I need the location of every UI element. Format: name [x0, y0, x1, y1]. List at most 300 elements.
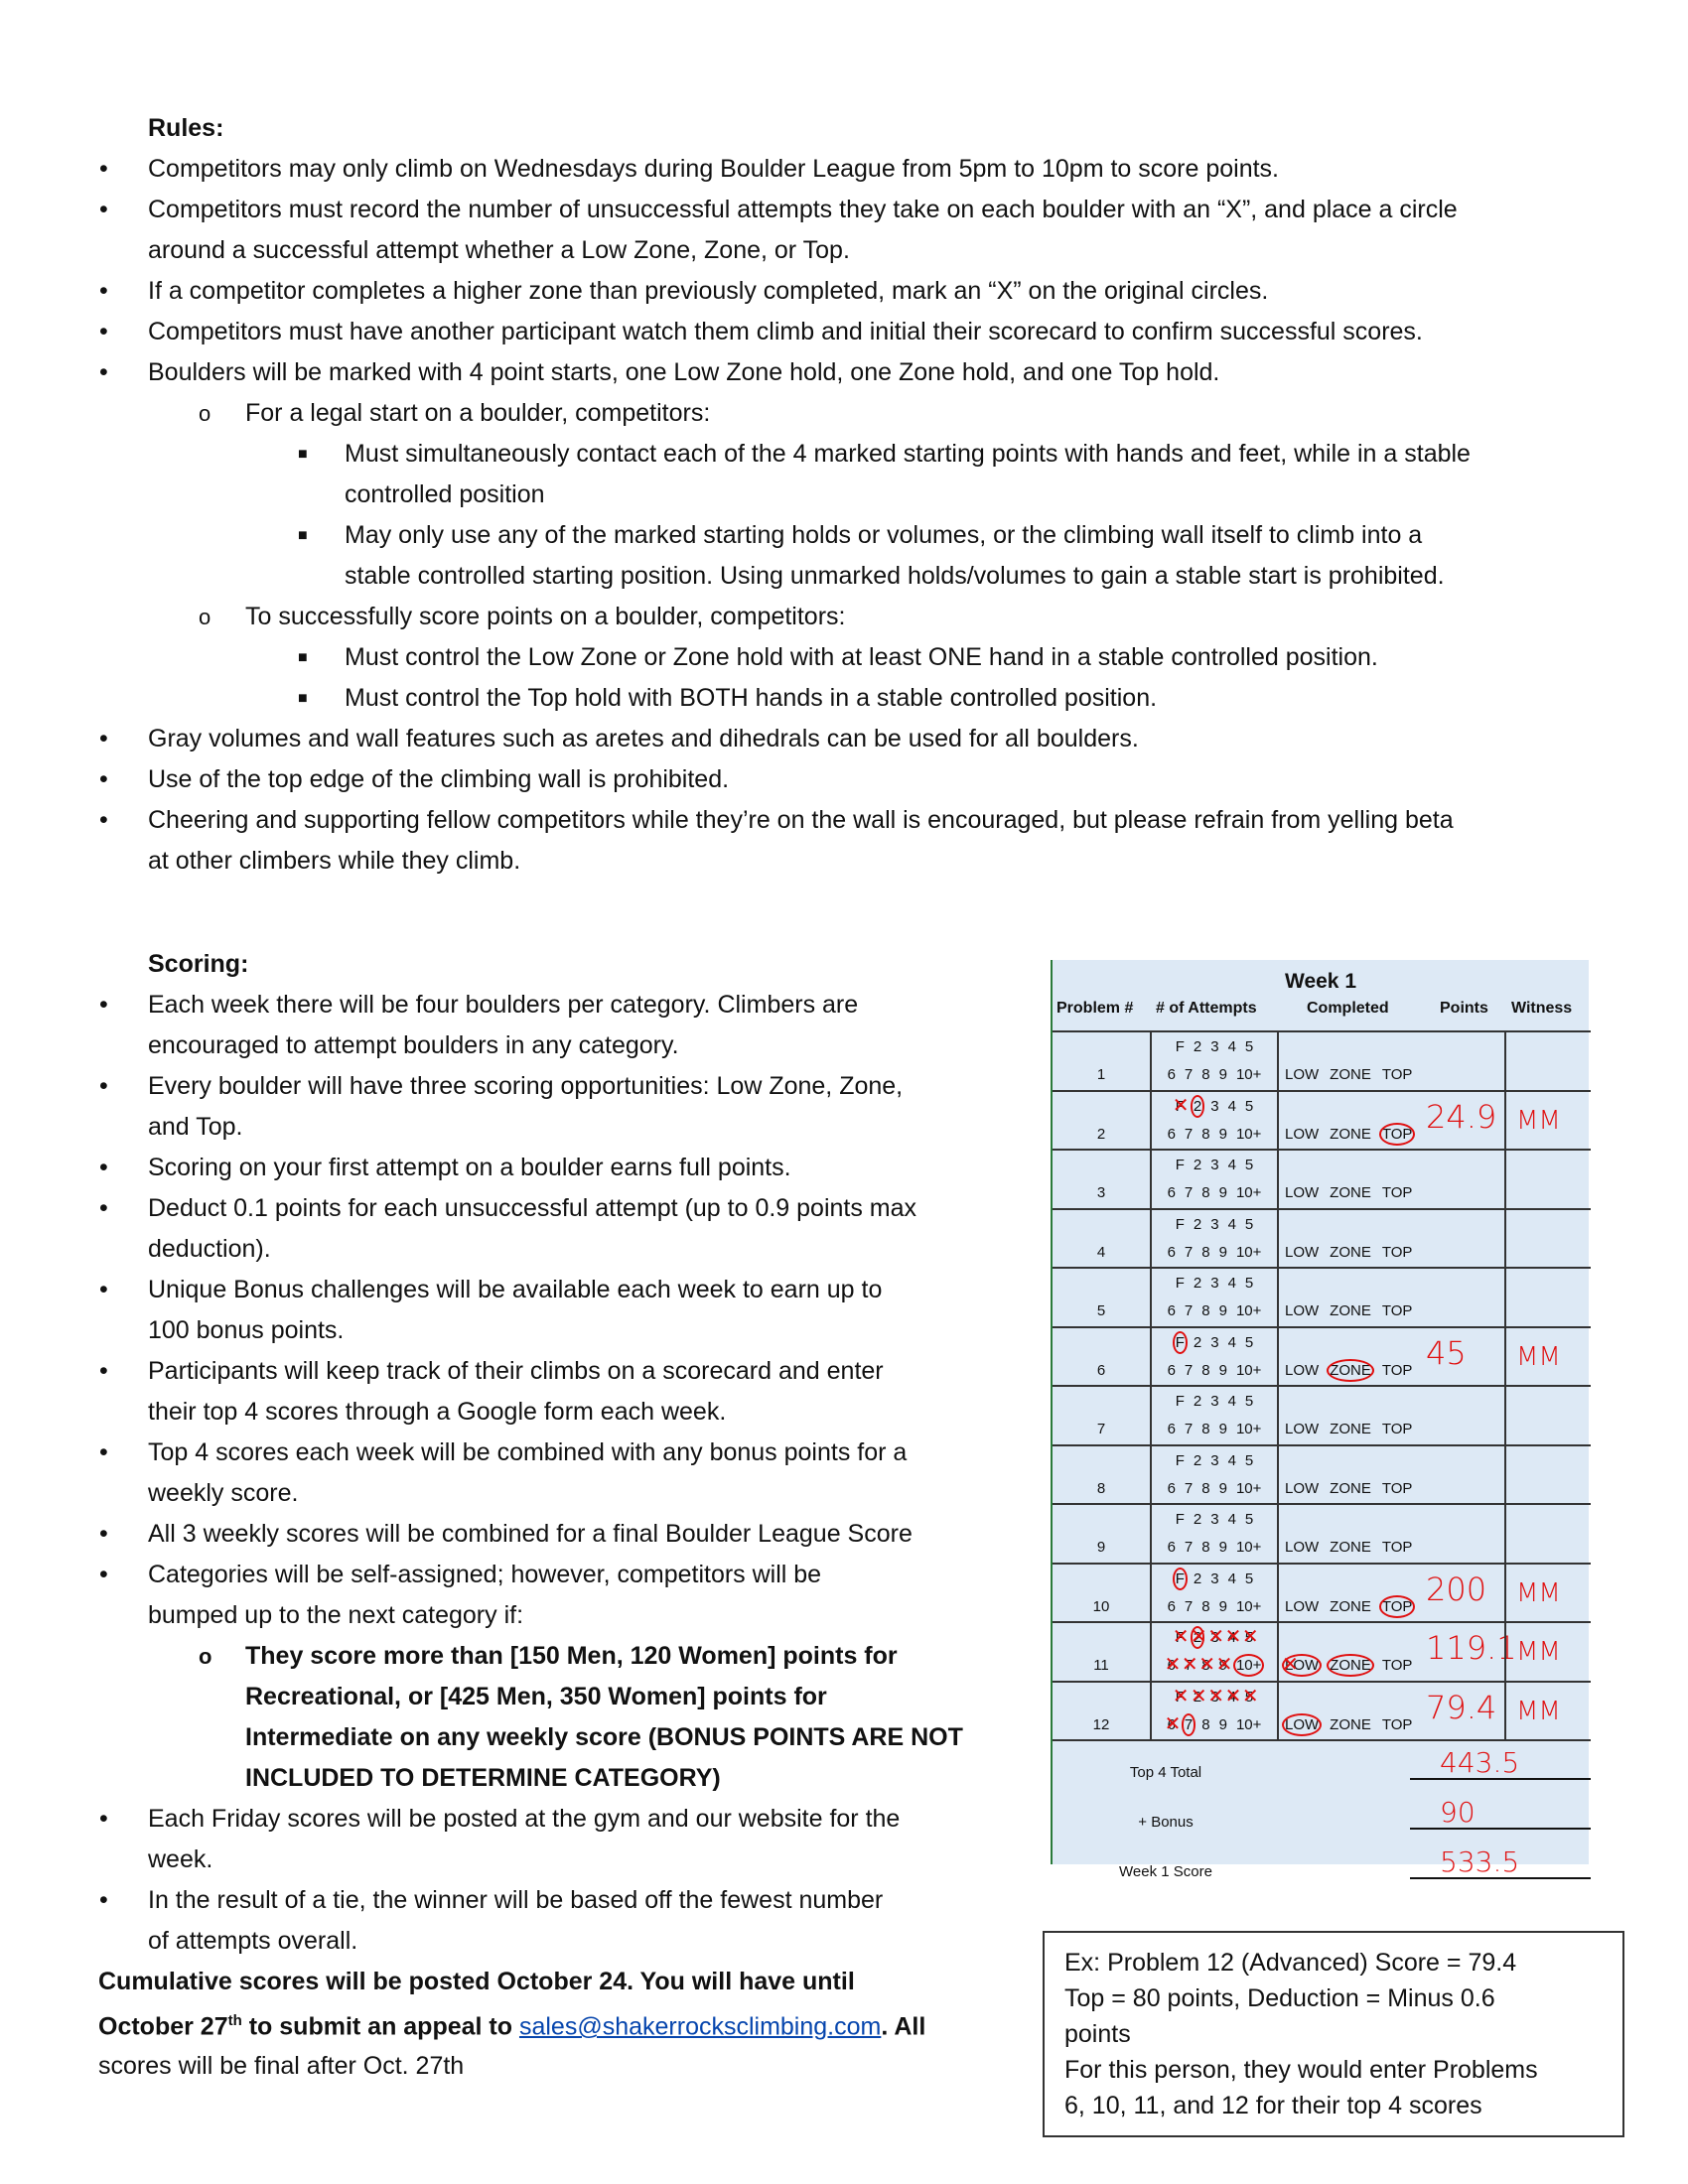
list-item — [0, 515, 1638, 556]
attempt-mark: 4 ✕ — [1228, 1689, 1236, 1706]
attempt-mark: 4 — [1227, 1393, 1236, 1410]
attempt-mark: 4 — [1227, 1157, 1236, 1173]
bullet-icon: • — [99, 1357, 108, 1385]
attempt-mark: 9 — [1218, 1421, 1227, 1437]
attempt-mark: 3 — [1210, 1157, 1219, 1173]
list-item-text: Competitors must record the number of unsuccessful attempts they take on each boulder with an “X”, and place a circle — [148, 196, 1458, 223]
appeal-date-suffix: th — [227, 2012, 242, 2029]
completed-levels — [1285, 1421, 1412, 1437]
list-item-text: Competitors must have another participant watch them climb and initial their scorecard to confirm successful scores. — [148, 318, 1423, 345]
attempt-mark: F — [1175, 1511, 1185, 1528]
bullet-icon: • — [99, 725, 108, 752]
list-item-text: Participants will keep track of their climbs on a scorecard and enter — [148, 1357, 884, 1385]
level-zone: ZONE — [1330, 1479, 1371, 1497]
attempt-mark: 5 — [1244, 1393, 1254, 1410]
list-item — [0, 1636, 1013, 1677]
attempt-mark: 8 — [1201, 1125, 1210, 1143]
attempt-mark: 4 ✕ — [1228, 1629, 1236, 1646]
attempts-line — [1152, 1570, 1277, 1587]
level-zone: ZONE — [1330, 1066, 1371, 1083]
list-item-text: All 3 weekly scores will be combined for a final Boulder League Score — [148, 1520, 913, 1548]
attempt-mark: 8 — [1201, 1302, 1210, 1319]
appeal-note — [98, 1962, 1052, 2086]
witness-initials: MM — [1516, 1637, 1561, 1667]
attempts-cell — [1150, 1565, 1279, 1622]
list-item — [0, 1433, 1013, 1473]
attempt-mark: 8 — [1201, 1243, 1210, 1261]
witness-cell — [1504, 1683, 1591, 1740]
witness-cell — [1504, 1387, 1591, 1444]
bullet-icon: ■ — [298, 690, 308, 707]
level-zone: ZONE — [1330, 1597, 1371, 1615]
attempts-line — [1152, 1689, 1277, 1706]
attempts-cell — [1150, 1446, 1279, 1504]
attempt-mark: 6 — [1167, 1125, 1176, 1143]
attempts-line — [1152, 1657, 1277, 1674]
table-bottom-border — [1053, 1739, 1591, 1741]
attempt-mark: 10+ — [1235, 1715, 1262, 1733]
attempt-mark: 7 — [1184, 1479, 1194, 1497]
level-top: TOP — [1381, 1184, 1413, 1201]
bullet-icon: • — [99, 1438, 108, 1466]
attempt-mark: F ✕ — [1176, 1689, 1185, 1706]
attempt-mark: 7 — [1184, 1421, 1194, 1437]
attempt-mark: 8 — [1201, 1066, 1210, 1083]
attempt-mark: 4 — [1227, 1511, 1236, 1528]
summary-value: 90 — [1410, 1798, 1591, 1830]
completed-cell — [1279, 1623, 1517, 1681]
list-item — [0, 1351, 1013, 1392]
completed-levels — [1285, 1657, 1412, 1674]
level-low: LOW — [1285, 1184, 1320, 1201]
attempt-mark: 7 — [1184, 1361, 1194, 1379]
table-row — [1053, 1030, 1591, 1090]
completed-cell — [1279, 1269, 1504, 1326]
bullet-icon: o — [199, 401, 211, 426]
summary-label: Top 4 Total — [1129, 1764, 1202, 1781]
list-item — [0, 1148, 1013, 1188]
attempt-mark: 7 ✕ — [1185, 1657, 1193, 1674]
completed-levels — [1285, 1480, 1412, 1497]
level-zone: ZONE — [1330, 1361, 1371, 1379]
bullet-icon: • — [99, 318, 108, 345]
attempt-mark: 2 — [1193, 1511, 1202, 1528]
attempt-mark: 6 ✕ — [1168, 1657, 1176, 1674]
list-item-text: Competitors may only climb on Wednesdays during Boulder League from 5pm to 10pm to score points. — [148, 155, 1280, 183]
completed-cell — [1279, 1565, 1504, 1622]
bullet-icon: • — [99, 1886, 108, 1914]
rules-section — [0, 108, 1638, 882]
attempt-mark: 7 — [1184, 1302, 1194, 1319]
list-item — [0, 475, 1638, 515]
attempt-mark: 3 — [1210, 1393, 1219, 1410]
attempt-mark: 2 — [1193, 1570, 1202, 1587]
scorecard-title: Week 1 — [1285, 970, 1356, 993]
appeal-line-1: Cumulative scores will be posted October 24. You will have until — [98, 1968, 855, 1995]
attempt-mark: 4 — [1227, 1275, 1236, 1292]
attempts-cell — [1150, 1683, 1279, 1740]
list-item-text: Categories will be self-assigned; however, competitors will be — [148, 1561, 822, 1588]
attempts-cell — [1150, 1269, 1279, 1326]
level-low: LOW — [1285, 1302, 1320, 1319]
attempt-mark: 8 ✕ — [1201, 1657, 1209, 1674]
list-item-text: controlled position — [345, 480, 545, 508]
list-item-text: Each week there will be four boulders per category. Climbers are — [148, 991, 859, 1019]
header-problem: Problem # — [1056, 1000, 1134, 1017]
bullet-icon: • — [99, 765, 108, 793]
completed-levels — [1285, 1539, 1412, 1556]
witness-cell — [1504, 1269, 1591, 1326]
attempts-line — [1152, 1302, 1277, 1319]
list-item-text: Boulders will be marked with 4 point starts, one Low Zone hold, one Zone hold, and one Top hold. — [148, 358, 1220, 386]
list-item — [0, 1880, 1013, 1921]
completed-cell — [1279, 1446, 1504, 1504]
list-item-text: bumped up to the next category if: — [148, 1601, 524, 1629]
level-low: LOW — [1285, 1243, 1320, 1261]
level-low: LOW — [1285, 1421, 1320, 1437]
attempt-mark: 10+ — [1235, 1361, 1262, 1379]
problem-number: 9 — [1096, 1539, 1106, 1556]
problem-number: 10 — [1092, 1597, 1110, 1615]
bullet-icon: ■ — [298, 649, 308, 666]
bullet-icon: • — [99, 1072, 108, 1100]
points-value: 79.4 — [1426, 1688, 1497, 1726]
bullet-icon: • — [99, 1520, 108, 1548]
points-value: 24.9 — [1426, 1097, 1497, 1136]
attempts-line — [1152, 1452, 1277, 1469]
scoring-heading: Scoring: — [148, 950, 249, 978]
attempt-mark: 10+ — [1235, 1066, 1262, 1083]
attempt-mark: F ✕ — [1176, 1629, 1185, 1646]
scorecard-table — [1051, 960, 1589, 1880]
attempt-mark: F ✕ — [1176, 1098, 1185, 1115]
attempts-cell — [1150, 1623, 1279, 1681]
table-row — [1053, 1563, 1591, 1622]
completed-cell — [1279, 1151, 1504, 1208]
attempt-mark: F — [1175, 1275, 1185, 1292]
list-item-text: Cheering and supporting fellow competitors while they’re on the wall is encouraged, but please refrain from yelling beta — [148, 806, 1454, 834]
rules-heading: Rules: — [148, 114, 224, 142]
list-item — [0, 1921, 1013, 1962]
attempt-mark: F — [1175, 1157, 1185, 1173]
attempt-mark: 10+ — [1235, 1539, 1262, 1556]
list-item-text: Top 4 scores each week will be combined with any bonus points for a — [148, 1438, 908, 1466]
list-item-text: 100 bonus points. — [148, 1316, 345, 1344]
list-item-text: Scoring on your first attempt on a boulder earns full points. — [148, 1154, 791, 1181]
bullet-icon: ■ — [298, 446, 308, 463]
attempt-mark: 6 — [1167, 1243, 1176, 1261]
bullet-icon: • — [99, 196, 108, 223]
witness-cell — [1504, 1328, 1591, 1386]
problem-number: 8 — [1096, 1479, 1106, 1497]
attempts-line — [1152, 1598, 1277, 1615]
level-top: TOP — [1381, 1302, 1413, 1319]
attempt-mark: F — [1175, 1215, 1185, 1233]
attempt-mark: F — [1175, 1038, 1185, 1055]
attempt-mark: 9 — [1218, 1243, 1227, 1261]
attempt-mark: 5 ✕ — [1245, 1629, 1253, 1646]
list-item-text: May only use any of the marked starting holds or volumes, or the climbing wall itself to climb into a — [345, 521, 1423, 549]
level-low: LOW — [1285, 1479, 1320, 1497]
list-item — [0, 1473, 1013, 1514]
bullet-icon: • — [99, 1805, 108, 1833]
attempt-mark: 9 — [1218, 1361, 1227, 1379]
completed-cell — [1279, 1092, 1504, 1150]
level-top: TOP — [1381, 1243, 1413, 1261]
completed-cell — [1279, 1387, 1504, 1444]
completed-levels — [1285, 1244, 1412, 1261]
attempt-mark: 6 — [1167, 1184, 1176, 1201]
list-item-text: deduction). — [148, 1235, 271, 1263]
list-item — [0, 1066, 1013, 1107]
completed-cell — [1279, 1032, 1504, 1090]
attempt-mark: 3 — [1210, 1275, 1219, 1292]
attempt-mark: 9 — [1218, 1302, 1227, 1319]
completed-levels — [1285, 1716, 1412, 1733]
attempt-mark: 10+ — [1235, 1302, 1262, 1319]
attempt-mark: 10+ — [1235, 1479, 1262, 1497]
list-item — [0, 1188, 1013, 1229]
level-zone: ZONE — [1330, 1243, 1371, 1261]
list-item-text: of attempts overall. — [148, 1927, 358, 1955]
attempt-mark: 2 ✕ — [1194, 1689, 1201, 1706]
table-row — [1053, 1208, 1591, 1268]
example-line: Top = 80 points, Deduction = Minus 0.6 — [1064, 1984, 1495, 2012]
level-zone: ZONE — [1330, 1125, 1371, 1143]
list-item-text: INCLUDED TO DETERMINE CATEGORY) — [245, 1764, 721, 1792]
attempts-line — [1152, 1334, 1277, 1351]
completed-cell — [1279, 1683, 1504, 1740]
attempt-mark: 5 ✕ — [1245, 1689, 1253, 1706]
attempts-line — [1152, 1275, 1277, 1292]
example-line: 6, 10, 11, and 12 for their top 4 scores — [1064, 2092, 1482, 2119]
completed-levels — [1285, 1126, 1412, 1143]
witness-initials: MM — [1516, 1696, 1561, 1726]
attempt-mark: 8 — [1201, 1184, 1210, 1201]
attempts-line — [1152, 1421, 1277, 1437]
list-item-text: at other climbers while they climb. — [148, 847, 521, 875]
appeal-line-2 — [98, 2001, 1052, 2046]
attempt-mark: 10+ — [1235, 1125, 1262, 1143]
level-top: TOP — [1381, 1066, 1413, 1083]
problem-number: 2 — [1096, 1125, 1106, 1143]
bullet-icon: • — [99, 358, 108, 386]
attempt-mark: 6 — [1167, 1539, 1176, 1556]
list-item — [0, 1270, 1013, 1310]
table-row — [1053, 1621, 1591, 1681]
list-item — [0, 759, 1638, 800]
attempt-mark: 2 — [1193, 1038, 1202, 1055]
attempts-line — [1152, 1480, 1277, 1497]
attempt-mark: 3 ✕ — [1210, 1689, 1218, 1706]
problem-number: 11 — [1093, 1657, 1109, 1674]
attempt-mark: 5 — [1244, 1333, 1254, 1351]
list-item — [0, 719, 1638, 759]
attempt-mark: 6 — [1167, 1066, 1176, 1083]
list-item-text: Must simultaneously contact each of the 4 marked starting points with hands and feet, while in a stable — [345, 440, 1471, 468]
attempt-mark: 3 — [1210, 1511, 1219, 1528]
attempt-mark: 5 — [1244, 1511, 1254, 1528]
bullet-icon: • — [99, 1194, 108, 1222]
list-item — [0, 1514, 1013, 1555]
attempt-mark: 2 — [1193, 1097, 1202, 1115]
attempt-mark: 5 — [1244, 1275, 1254, 1292]
list-item — [0, 556, 1638, 597]
attempt-mark: 8 — [1201, 1539, 1210, 1556]
example-box — [1043, 1931, 1624, 2137]
list-item-text: around a successful attempt whether a Low Zone, Zone, or Top. — [148, 236, 850, 264]
points-value: 45 — [1426, 1333, 1467, 1372]
bullet-icon: • — [99, 1561, 108, 1588]
list-item-text: In the result of a tie, the winner will be based off the fewest number — [148, 1886, 884, 1914]
attempts-cell — [1150, 1032, 1279, 1090]
level-top: TOP — [1381, 1539, 1413, 1556]
summary-value: 533.5 — [1410, 1847, 1591, 1879]
attempt-mark: 10+ — [1235, 1421, 1262, 1437]
table-row — [1053, 1681, 1591, 1740]
list-item — [0, 312, 1638, 352]
witness-cell — [1504, 1565, 1591, 1622]
list-item — [0, 1717, 1013, 1758]
attempt-mark: 4 — [1227, 1333, 1236, 1351]
attempt-mark: 3 ✕ — [1210, 1629, 1218, 1646]
attempt-mark: 8 — [1201, 1421, 1210, 1437]
attempt-mark: 9 — [1218, 1066, 1227, 1083]
level-low: LOW ✕ — [1285, 1657, 1319, 1674]
completed-levels — [1285, 1362, 1412, 1379]
attempt-mark: 8 — [1201, 1479, 1210, 1497]
attempts-cell — [1150, 1210, 1279, 1268]
appeal-date: October 27 — [98, 2012, 228, 2041]
list-item — [0, 1758, 1013, 1799]
witness-cell — [1504, 1446, 1591, 1504]
level-top: TOP — [1381, 1657, 1413, 1674]
problem-number: 5 — [1096, 1302, 1106, 1319]
summary-label: + Bonus — [1138, 1814, 1194, 1831]
list-item — [0, 678, 1638, 719]
header-points: Points — [1440, 1000, 1488, 1017]
list-item — [0, 1107, 1013, 1148]
attempt-mark: 9 — [1218, 1479, 1227, 1497]
bullet-icon: • — [99, 806, 108, 834]
bullet-icon: ■ — [298, 527, 308, 544]
list-item — [0, 1555, 1013, 1595]
level-low: LOW — [1285, 1066, 1320, 1083]
level-zone: ZONE — [1330, 1715, 1371, 1733]
list-item-text: If a competitor completes a higher zone than previously completed, mark an “X” on the original circles. — [148, 277, 1269, 305]
bullet-icon: • — [99, 155, 108, 183]
list-item — [0, 597, 1638, 637]
list-item-text: They score more than [150 Men, 120 Women] points for — [245, 1642, 898, 1670]
completed-levels — [1285, 1066, 1412, 1083]
attempt-mark: 8 — [1201, 1361, 1210, 1379]
list-item — [0, 1310, 1013, 1351]
attempt-mark: 2 ✕ — [1194, 1629, 1201, 1646]
list-item-text: Each Friday scores will be posted at the gym and our website for the — [148, 1805, 901, 1833]
email-link[interactable]: sales@shakerrocksclimbing.com — [518, 2012, 882, 2041]
attempt-mark: 10+ — [1235, 1597, 1262, 1615]
list-item-text: Must control the Low Zone or Zone hold with at least ONE hand in a stable controlled position. — [345, 643, 1378, 671]
attempt-mark: 9 — [1218, 1184, 1227, 1201]
appeal-text-end: . All — [881, 2012, 926, 2041]
bullet-icon: • — [99, 1154, 108, 1181]
attempt-mark: F — [1175, 1451, 1185, 1469]
list-item — [0, 230, 1638, 271]
witness-initials: MM — [1516, 1577, 1561, 1608]
attempt-mark: F — [1175, 1393, 1185, 1410]
attempt-mark: 3 — [1210, 1097, 1219, 1115]
points-value: 200 — [1426, 1570, 1487, 1608]
example-line: points — [1064, 2020, 1131, 2048]
level-zone: ZONE — [1330, 1302, 1371, 1319]
attempts-line — [1152, 1362, 1277, 1379]
attempt-mark: 6 — [1167, 1597, 1176, 1615]
level-low: LOW — [1285, 1539, 1320, 1556]
list-item-text: Intermediate on any weekly score (BONUS POINTS ARE NOT — [245, 1723, 963, 1751]
attempt-mark: 8 — [1201, 1597, 1210, 1615]
list-item — [0, 1799, 1013, 1840]
attempts-line — [1152, 1098, 1277, 1115]
level-zone: ZONE — [1330, 1421, 1371, 1437]
level-top: TOP — [1381, 1125, 1413, 1143]
attempt-mark: 2 — [1193, 1451, 1202, 1469]
attempt-mark: 7 — [1184, 1539, 1194, 1556]
attempt-mark: 9 — [1218, 1539, 1227, 1556]
list-item — [0, 800, 1638, 841]
attempt-mark: 6 — [1167, 1302, 1176, 1319]
level-top: TOP — [1381, 1421, 1413, 1437]
witness-cell — [1504, 1151, 1591, 1208]
attempt-mark: 3 — [1210, 1215, 1219, 1233]
attempt-mark: 2 — [1193, 1275, 1202, 1292]
header-witness: Witness — [1511, 1000, 1573, 1017]
list-item — [0, 271, 1638, 312]
header-attempts: # of Attempts — [1156, 1000, 1257, 1017]
list-item-text: For a legal start on a boulder, competitors: — [245, 399, 711, 427]
attempts-line — [1152, 1511, 1277, 1528]
table-row — [1053, 1090, 1591, 1150]
problem-number: 7 — [1096, 1421, 1106, 1437]
attempts-line — [1152, 1038, 1277, 1055]
attempt-mark: 3 — [1210, 1451, 1219, 1469]
points-value: 119.1 — [1426, 1629, 1517, 1667]
scoring-section — [0, 944, 1013, 1962]
list-item-text: To successfully score points on a boulder, competitors: — [245, 603, 846, 630]
table-row — [1053, 1267, 1591, 1326]
attempts-line — [1152, 1216, 1277, 1233]
attempts-cell — [1150, 1387, 1279, 1444]
attempt-mark: 7 — [1184, 1184, 1194, 1201]
bullet-icon: o — [199, 605, 211, 629]
list-item — [0, 637, 1638, 678]
level-low: LOW — [1285, 1361, 1320, 1379]
list-item-text: Every boulder will have three scoring opportunities: Low Zone, Zone, — [148, 1072, 904, 1100]
list-item-text: Recreational, or [425 Men, 350 Women] points for — [245, 1683, 827, 1710]
attempt-mark: 5 — [1244, 1451, 1254, 1469]
attempt-mark: 9 ✕ — [1219, 1657, 1227, 1674]
bullet-icon: • — [99, 991, 108, 1019]
list-item-text: stable controlled starting position. Using unmarked holds/volumes to gain a stable start is prohibited. — [345, 562, 1445, 590]
summary-value: 443.5 — [1410, 1748, 1591, 1780]
table-row — [1053, 1444, 1591, 1504]
completed-cell — [1279, 1210, 1504, 1268]
level-low: LOW — [1285, 1125, 1320, 1143]
attempt-mark: 6 — [1167, 1479, 1176, 1497]
list-item — [0, 1025, 1013, 1066]
list-item-text: Use of the top edge of the climbing wall is prohibited. — [148, 765, 730, 793]
completed-levels — [1285, 1302, 1412, 1319]
attempt-mark: 2 — [1193, 1157, 1202, 1173]
